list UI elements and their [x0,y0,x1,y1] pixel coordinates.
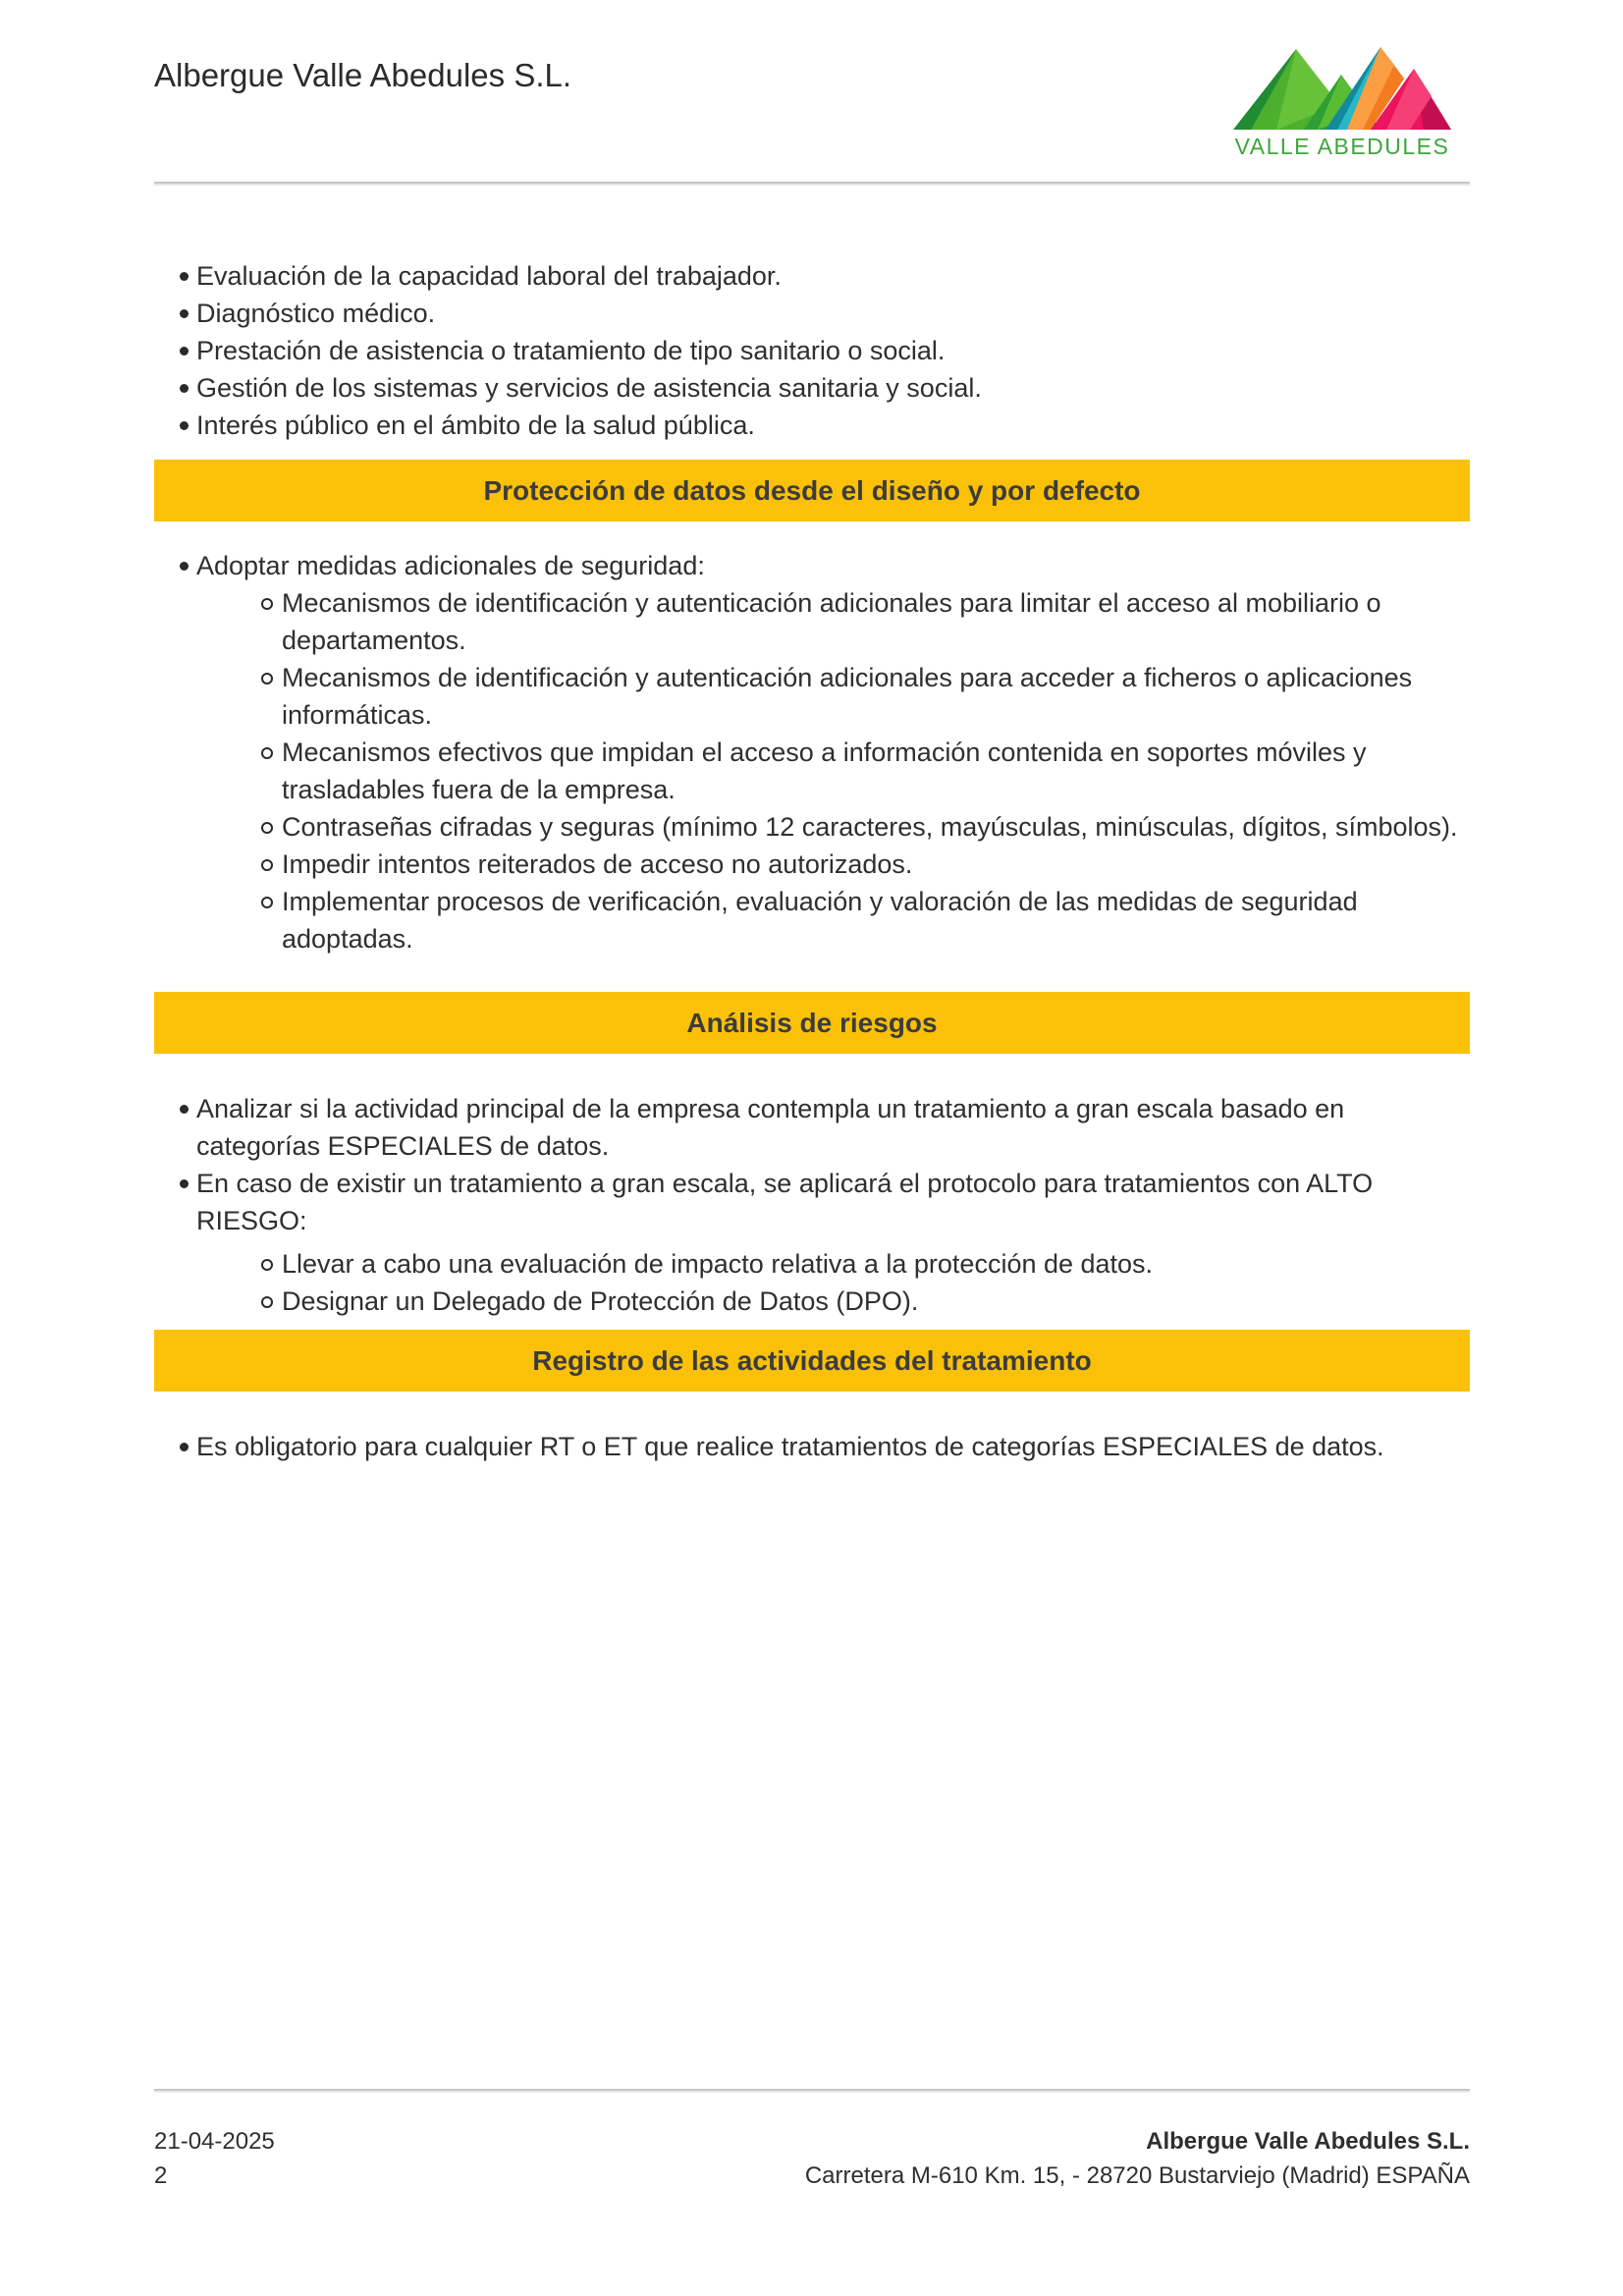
bullet-circle-icon [261,1296,273,1308]
list-item [154,584,1470,659]
list-item [154,1090,1470,1165]
bullet-dot-icon [180,1105,189,1114]
header-company-name: Albergue Valle Abedules S.L. [154,57,572,93]
design-sub-list [154,584,1470,957]
bullet-circle-icon [261,859,273,871]
bullet-dot-icon [180,309,189,318]
bullet-circle-icon [261,822,273,834]
list-item [154,332,1470,369]
list-item-text: Mecanismos efectivos que impidan el acceso a información contenida en soportes móviles y trasladables fuera de la empresa. [282,738,1367,804]
list-item-text: Impedir intentos reiterados de acceso no autorizados. [282,849,913,879]
list-item [154,808,1470,846]
document-body [154,184,1470,1465]
list-item [154,1283,1470,1320]
list-item-text: Prestación de asistencia o tratamiento de tipo sanitario o social. [196,336,946,365]
bullet-circle-icon [261,598,273,610]
footer-company-name: Albergue Valle Abedules S.L. [1146,2128,1470,2155]
page-footer [154,2089,1470,2193]
logo-caption: VALLE ABEDULES [1234,134,1450,159]
list-item [154,1428,1470,1465]
section-title-registry: Registro de las actividades del tratamiento [154,1330,1470,1392]
bullet-dot-icon [180,1179,189,1188]
list-item [154,1165,1470,1239]
list-item-text: Adoptar medidas adicionales de seguridad: [196,551,705,580]
list-item [154,547,1470,584]
bullet-dot-icon [180,347,189,355]
section-title-risk: Análisis de riesgos [154,992,1470,1054]
list-item [154,659,1470,734]
list-item [154,407,1470,444]
footer-left [154,2124,275,2193]
list-item-text: Designar un Delegado de Protección de Datos (DPO). [282,1286,919,1316]
bullet-dot-icon [180,272,189,281]
list-item [154,295,1470,332]
footer-address: Carretera M-610 Km. 15, - 28720 Bustarviejo (Madrid) ESPAÑA [804,2162,1470,2189]
bullet-dot-icon [180,1443,189,1451]
list-item-text: Analizar si la actividad principal de la empresa contempla un tratamiento a gran escala basado en categorías ESPECIALES de datos. [196,1094,1345,1161]
risk-sub-list [154,1245,1470,1320]
list-item [154,883,1470,957]
list-item-text: Mecanismos de identificación y autenticación adicionales para acceder a ficheros o aplicaciones informáticas. [282,663,1413,730]
list-item [154,734,1470,808]
list-item-text: En caso de existir un tratamiento a gran escala, se aplicará el protocolo para tratamientos con ALTO RIESGO: [196,1169,1374,1235]
section-title-design: Protección de datos desde el diseño y por defecto [154,460,1470,521]
intro-bullet-list [154,257,1470,444]
list-item-text: Diagnóstico médico. [196,299,436,328]
list-item-text: Interés público en el ámbito de la salud pública. [196,410,755,440]
footer-divider [154,2089,1470,2091]
list-item-text: Llevar a cabo una evaluación de impacto relativa a la protección de datos. [282,1249,1154,1279]
page-header [154,0,1470,182]
list-item-text: Implementar procesos de verificación, evaluación y valoración de las medidas de seguridad adoptadas. [282,887,1358,954]
list-item [154,257,1470,295]
registry-bullet-list [154,1428,1470,1465]
bullet-dot-icon [180,562,189,571]
list-item-text: Gestión de los sistemas y servicios de asistencia sanitaria y social. [196,373,982,403]
footer-date: 21-04-2025 [154,2128,275,2155]
design-lead-list [154,547,1470,584]
list-item-text: Mecanismos de identificación y autenticación adicionales para limitar el acceso al mobiliario o departamentos. [282,588,1381,655]
bullet-circle-icon [261,673,273,684]
bullet-dot-icon [180,384,189,393]
list-item [154,369,1470,407]
mountains-logo-icon [1226,41,1458,132]
bullet-circle-icon [261,1259,273,1271]
list-item-text: Evaluación de la capacidad laboral del trabajador. [196,261,782,291]
list-item [154,846,1470,883]
risk-bullet-list [154,1090,1470,1239]
footer-page-number: 2 [154,2162,168,2189]
list-item-text: Contraseñas cifradas y seguras (mínimo 12 caracteres, mayúsculas, minúsculas, dígitos, símbolos). [282,812,1458,842]
footer-right [805,2124,1470,2193]
bullet-circle-icon [261,897,273,908]
list-item [154,1245,1470,1283]
bullet-circle-icon [261,747,273,759]
company-logo [1226,41,1458,160]
list-item-text: Es obligatorio para cualquier RT o ET que realice tratamientos de categorías ESPECIALES de datos. [196,1432,1384,1461]
bullet-dot-icon [180,421,189,430]
